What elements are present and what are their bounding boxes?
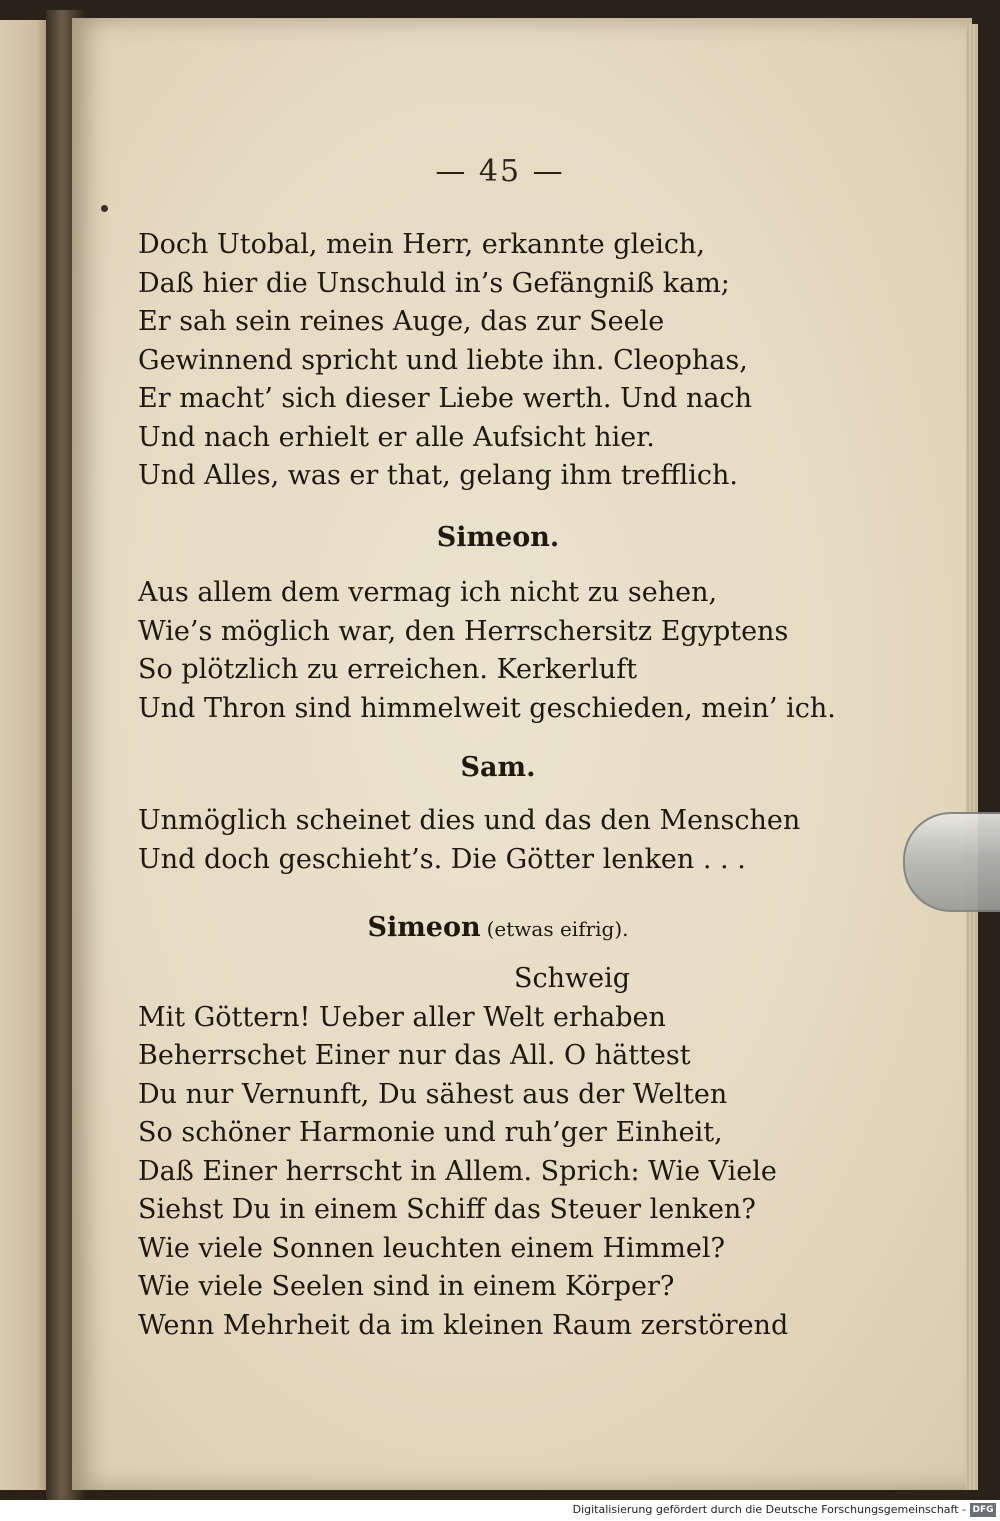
ink-spot — [101, 205, 108, 212]
speaker-heading-simeon-2 — [138, 912, 858, 943]
verse-line: Und Alles, was er that, gelang ihm trefflich. — [138, 460, 738, 491]
speaker-heading-simeon: Simeon. — [436, 522, 560, 553]
verse-line: Beherrschet Einer nur das All. O hättest — [138, 1040, 691, 1071]
verse-block-1 — [138, 226, 858, 496]
verse-line: Mit Göttern! Ueber aller Welt erhaben — [138, 1001, 666, 1033]
verse-line: Unmöglich scheinet dies und das den Menschen — [138, 805, 801, 836]
verse-line: So plötzlich zu erreichen. Kerkerluft — [138, 654, 638, 685]
verse-line: Gewinnend spricht und liebte ihn. Cleophas, — [138, 344, 748, 376]
verse-line: Siehst Du in einem Schiff das Steuer lenken? — [138, 1194, 756, 1225]
verse-line: Und nach erhielt er alle Aufsicht hier. — [138, 421, 655, 453]
dfg-logo: DFG — [970, 1503, 996, 1517]
verse-line: So schöner Harmonie und ruh’ger Einheit, — [138, 1117, 723, 1148]
verse-block-3 — [138, 802, 858, 879]
page-stack-edge — [966, 24, 978, 1490]
page-number: — 45 — — [435, 154, 565, 189]
verse-line: Wie’s möglich war, den Herrschersitz Egyptens — [138, 615, 789, 647]
verse-line: Und doch geschieht’s. Die Götter lenken . . . — [138, 843, 746, 875]
page-holder-clip — [903, 812, 1000, 912]
verse-line: Und Thron sind himmelweit geschieden, mein’ ich. — [138, 692, 836, 724]
verse-line: Du nur Vernunft, Du sähest aus der Welten — [138, 1078, 728, 1110]
verse-block-2 — [138, 574, 858, 728]
stage-direction: (etwas eifrig). — [486, 917, 629, 941]
digitization-footer — [0, 1500, 1000, 1521]
verse-line: Er macht’ sich dieser Liebe werth. Und nach — [138, 383, 753, 414]
verse-line: Wie viele Seelen sind in einem Körper? — [138, 1271, 675, 1302]
verse-line: Er sah sein reines Auge, das zur Seele — [138, 306, 665, 337]
verse-line-indented: Schweig — [514, 963, 631, 994]
verse-line: Wie viele Sonnen leuchten einem Himmel? — [138, 1232, 725, 1264]
speaker-heading-sam: Sam. — [460, 752, 536, 783]
verse-line: Wenn Mehrheit da im kleinen Raum zerstörend — [138, 1309, 789, 1341]
verse-block-4 — [138, 960, 858, 1345]
funding-notice: Digitalisierung gefördert durch die Deutsche Forschungsgemeinschaft - — [572, 1503, 966, 1516]
left-page-edge — [0, 20, 52, 1490]
speaker-name: Simeon — [367, 912, 481, 943]
verse-line: Aus allem dem vermag ich nicht zu sehen, — [138, 577, 718, 608]
verse-line: Doch Utobal, mein Herr, erkannte gleich, — [138, 229, 705, 260]
verse-line: Daß Einer herrscht in Allem. Sprich: Wie Viele — [138, 1155, 777, 1187]
verse-line: Daß hier die Unschuld in’s Gefängniß kam; — [138, 267, 730, 299]
